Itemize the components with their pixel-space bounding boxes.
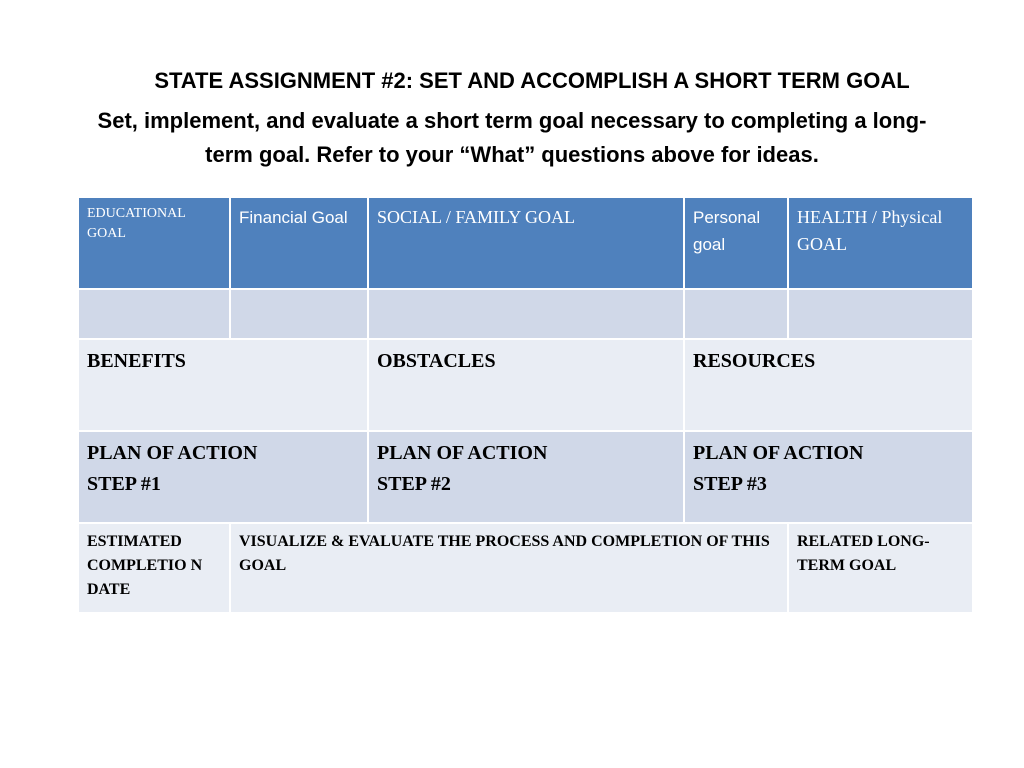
visualize-evaluate-cell: VISUALIZE & EVALUATE THE PROCESS AND COMPLETION OF THIS GOAL <box>230 523 788 613</box>
slide-title: STATE ASSIGNMENT #2: SET AND ACCOMPLISH A SHORT TERM GOAL <box>154 68 910 93</box>
plan-step-2-cell <box>368 431 684 523</box>
blank-cell-personal[interactable] <box>684 289 788 339</box>
plan-step-2-line2: STEP #2 <box>377 473 451 495</box>
header-row <box>78 197 973 289</box>
evaluation-row <box>78 523 973 613</box>
slide-subtitle: Set, implement, and evaluate a short term goal necessary to completing a long-term goal. Refer to your “What” questions above for ideas. <box>97 108 927 167</box>
plan-step-3-cell <box>684 431 973 523</box>
plan-step-3-line2: STEP #3 <box>693 473 767 495</box>
plan-step-2-line1: PLAN OF ACTION <box>377 442 548 464</box>
related-long-term-goal-cell: RELATED LONG-TERM GOAL <box>788 523 973 613</box>
plan-step-1-line2: STEP #1 <box>87 473 161 495</box>
benefits-row <box>78 339 973 431</box>
header-health-goal: HEALTH / Physical GOAL <box>788 197 973 289</box>
plan-step-3-line1: PLAN OF ACTION <box>693 442 864 464</box>
benefits-cell: BENEFITS <box>78 339 368 431</box>
header-social-family-goal: SOCIAL / FAMILY GOAL <box>368 197 684 289</box>
header-educational-goal: EDUCATIONAL GOAL <box>78 197 230 289</box>
blank-row <box>78 289 973 339</box>
blank-cell-social[interactable] <box>368 289 684 339</box>
blank-cell-educational[interactable] <box>78 289 230 339</box>
header-financial-goal: Financial Goal <box>230 197 368 289</box>
resources-cell: RESOURCES <box>684 339 973 431</box>
plan-step-1-line1: PLAN OF ACTION <box>87 442 258 464</box>
blank-cell-health[interactable] <box>788 289 973 339</box>
obstacles-cell: OBSTACLES <box>368 339 684 431</box>
plan-row <box>78 431 973 523</box>
plan-step-1-cell <box>78 431 368 523</box>
estimated-completion-date-cell: ESTIMATED COMPLETIO N DATE <box>78 523 230 613</box>
goal-table <box>77 196 974 614</box>
blank-cell-financial[interactable] <box>230 289 368 339</box>
header-personal-goal: Personal goal <box>684 197 788 289</box>
